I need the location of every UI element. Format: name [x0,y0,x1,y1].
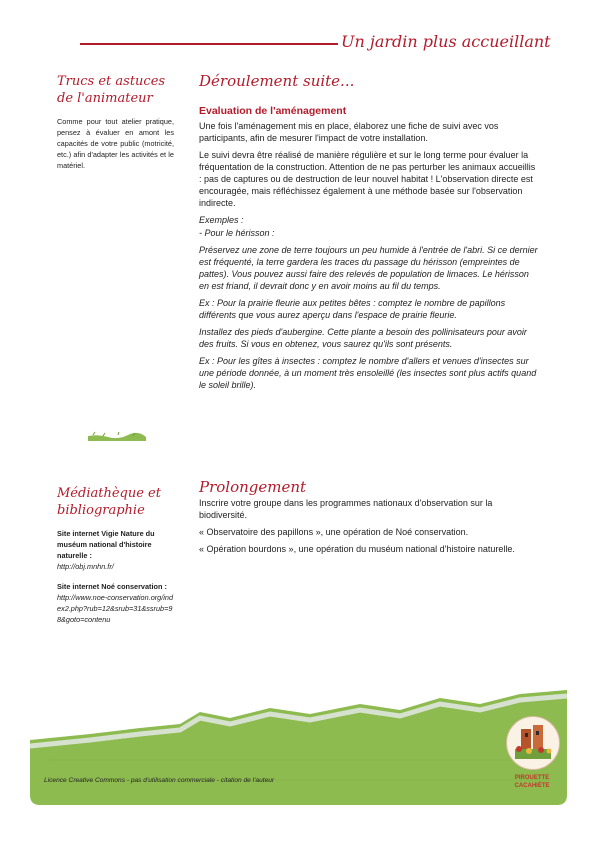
paragraph: Préservez une zone de terre toujours un peu humide à l'entrée de l'abri. Si ce dernier est fréquenté, la terre gardera les traces du passage du hérisson (empreintes de pattes). Vous pouvez aussi faire des relevés de population de limaces. Le hérisson en est friand, il devrait donc y en avoir moins au fil du temps. [199,245,538,291]
tips-box [57,73,174,171]
footer-grass [30,690,567,805]
media-item-label: Site internet Noé conservation : [57,582,167,591]
media-box [57,485,174,625]
garden-logo-icon [506,716,560,770]
licence-text: Licence Creative Commons - pas d'utilisation commerciale - citation de l'auteur [44,777,275,784]
paragraph: « Opération bourdons », une opération du muséum national d'histoire naturelle. [199,544,515,554]
paragraph: Ex : Pour la prairie fleurie aux petites bêtes : comptez le nombre de papillons différents que vous aurez aperçu dans l'espace de prairie fleurie. [199,298,506,320]
paragraph: « Observatoire des papillons », une opération de Noé conservation. [199,527,469,537]
paragraph: Une fois l'aménagement mis en place, élaborez une fiche de suivi avec vos participants, afin de mesurer l'impact de votre installation. [199,121,499,143]
section-deroulement [199,72,539,396]
paragraph: Ex : Pour les gîtes à insectes : comptez le nombre d'allers et venues d'insectes sur une période donnée, à un moment très ensoleillé (les insectes sont plus actifs quand le soleil brille). [199,356,537,390]
grass-band [30,690,567,805]
media-title: Médiathèque et bibliographie [57,486,161,518]
tips-body: Comme pour tout atelier pratique, pensez à évaluer en amont les capacités de votre public (motricité, etc.) afin d'adapter les activités et le matériel. [57,117,174,170]
logo-name: PIROUETTE CACAHIÈTE [514,775,550,789]
section-subtitle: Evaluation de l'aménagement [199,105,347,117]
header-rule [80,43,338,45]
hedgehog-label: - Pour le hérisson : [199,228,275,238]
section-title: Déroulement suite... [199,72,355,90]
media-item-link[interactable]: http://obj.mnhn.fr/ [57,562,114,571]
examples-label: Exemples : [199,215,244,225]
media-item-label: Site internet Vigie Nature du muséum national d'histoire naturelle : [57,529,155,560]
section-title: Prolongement [199,478,307,496]
grass-decoration [88,431,146,441]
page-title: Un jardin plus accueillant [341,32,551,51]
section-prolongement [199,478,539,560]
paragraph: Installez des pieds d'aubergine. Cette plante a besoin des pollinisateurs pour avoir des fruits. Si vous en obtenez, vous saurez qu'ils sont présents. [199,327,527,349]
media-item-link[interactable]: http://www.noe-conservation.org/index2.php?rub=12&srub=31&ssrub=98&goto=contenu [57,593,174,624]
paragraph: Le suivi devra être réalisé de manière régulière et sur le long terme pour évaluer la fréquentation de la construction. Attention de ne pas perturber les animaux accueillis : pas de captures ou de destruction de leur nouvel habitat ! L'observation directe est encouragée, mais réfléchissez également à une méthode basée sur l'observation indirecte. [199,150,536,208]
paragraph: Inscrire votre groupe dans les programmes nationaux d'observation sur la biodiversité. [199,498,493,520]
tips-title: Trucs et astuces de l'animateur [57,74,166,106]
